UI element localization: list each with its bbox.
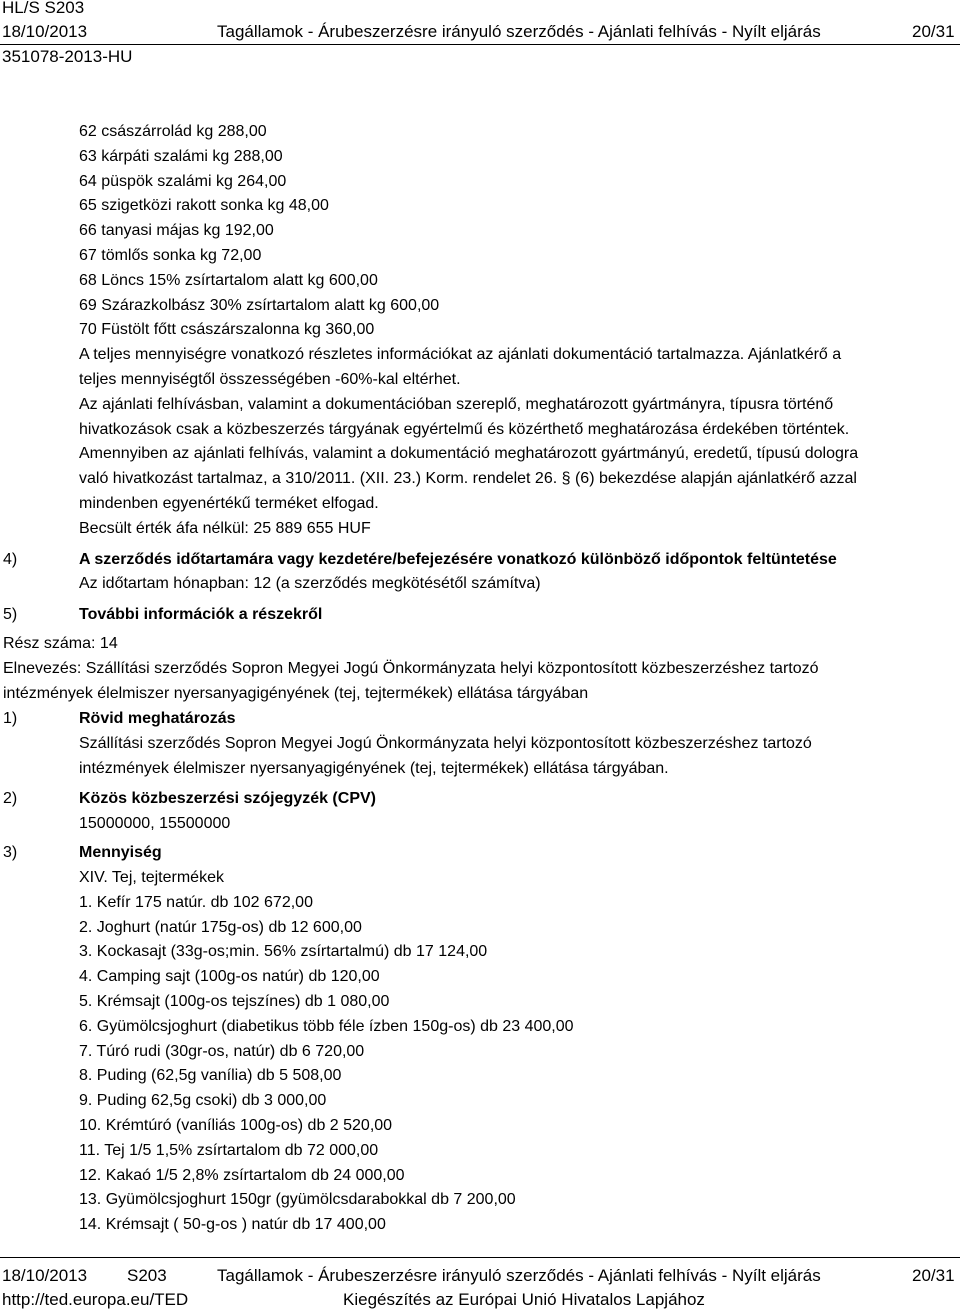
- top-items-block: [79, 120, 949, 542]
- list-item: 66 tanyasi májas kg 192,00: [79, 222, 274, 240]
- paragraph-line: Az ajánlati felhívásban, valamint a dokumentációban szereplő, meghatározott gyártmányra, típusra történő: [79, 395, 834, 413]
- quantity-list: [79, 866, 949, 1238]
- list-item: 2. Joghurt (natúr 175g-os) db 12 600,00: [79, 918, 362, 936]
- paragraph-line: A teljes mennyiségre vonatkozó részletes információkat az ajánlati dokumentáció tartalmazza. Ajánlatkérő a: [79, 346, 842, 364]
- list-item: 4. Camping sajt (100g-os natúr) db 120,00: [79, 968, 380, 986]
- sub3-title: Mennyiség: [79, 844, 162, 861]
- cpv-codes: 15000000, 15500000: [79, 815, 231, 832]
- footer-date: 18/10/2013: [2, 1266, 88, 1285]
- list-item: 65 szigetközi rakott sonka kg 48,00: [79, 197, 329, 215]
- list-item: 12. Kakaó 1/5 2,8% zsírtartalom db 24 000,00: [79, 1166, 405, 1184]
- part-name-line: intézmények élelmiszer nyersanyagigényének (tej, tejtermékek) ellátása tárgyában: [3, 685, 589, 702]
- list-item: 67 tömlős sonka kg 72,00: [79, 246, 262, 264]
- section5-title: További információk a részekről: [79, 606, 323, 623]
- header-ref: 351078-2013-HU: [2, 47, 133, 66]
- sub1-text-line: Szállítási szerződés Sopron Megyei Jogú Önkormányzata helyi központosított közbeszerzéshez tartozó: [79, 735, 812, 752]
- section4-text: Az időtartam hónapban: 12 (a szerződés megkötésétől számítva): [79, 575, 541, 592]
- list-item: 3. Kockasajt (33g-os;min. 56% zsírtartalmú) db 17 124,00: [79, 943, 488, 961]
- doc-id: HL/S S203: [2, 0, 85, 17]
- list-item: 70 Füstölt főtt császárszalonna kg 360,00: [79, 321, 375, 339]
- header-page: 20/31: [912, 22, 955, 41]
- list-item: 64 püspök szalámi kg 264,00: [79, 172, 287, 190]
- list-item: 68 Löncs 15% zsírtartalom alatt kg 600,00: [79, 271, 378, 289]
- list-item: 8. Puding (62,5g vanília) db 5 508,00: [79, 1067, 342, 1085]
- list-item: 62 császárrolád kg 288,00: [79, 123, 267, 140]
- paragraph-line: való hivatkozást tartalmaz, a 310/2011. (XII. 23.) Korm. rendelet 26. § (6) bekezdése alapján ajánlatkérő azzal: [79, 470, 857, 488]
- sub1-title: Rövid meghatározás: [79, 710, 236, 727]
- paragraph-line: Amennyiben az ajánlati felhívás, valamint a dokumentáció meghatározott gyártmányú, eredetű, típusú dologra: [79, 445, 859, 463]
- section4-number: 4): [3, 551, 18, 568]
- sub2-number: 2): [3, 790, 18, 807]
- footer-publisher: Kiegészítés az Európai Unió Hivatalos Lapjához: [343, 1290, 705, 1309]
- paragraph-line: hivatkozások csak a közbeszerzés tárgyának egyértelmű és közérthető meghatározása érdekében történtek.: [79, 420, 850, 438]
- footer-url-link[interactable]: http://ted.europa.eu/TED: [2, 1290, 189, 1309]
- list-item: 10. Krémtúró (vaníliás 100g-os) db 2 520,00: [79, 1116, 393, 1134]
- estimated-value: Becsült érték áfa nélkül: 25 889 655 HUF: [79, 519, 371, 537]
- part-name-line: Elnevezés: Szállítási szerződés Sopron Megyei Jogú Önkormányzata helyi központosított közbeszerzéshez tartozó: [3, 660, 819, 677]
- quantity-subtitle: XIV. Tej, tejtermékek: [79, 869, 224, 886]
- list-item: 63 kárpáti szalámi kg 288,00: [79, 147, 283, 165]
- list-item: 1. Kefír 175 natúr. db 102 672,00: [79, 893, 313, 911]
- section5-number: 5): [3, 606, 18, 623]
- list-item: 14. Krémsajt ( 50-g-os ) natúr db 17 400,00: [79, 1216, 386, 1234]
- header-date: 18/10/2013: [2, 22, 88, 41]
- list-item: 11. Tej 1/5 1,5% zsírtartalom db 72 000,00: [79, 1141, 379, 1159]
- sub3-number: 3): [3, 844, 18, 861]
- sub2-title: Közös közbeszerzési szójegyzék (CPV): [79, 790, 376, 807]
- sub1-number: 1): [3, 710, 18, 727]
- footer-divider: [0, 1257, 960, 1258]
- list-item: 5. Krémsajt (100g-os tejszínes) db 1 080,00: [79, 992, 390, 1010]
- footer-page: 20/31: [912, 1266, 955, 1285]
- list-item: 6. Gyümölcsjoghurt (diabetikus több féle ízben 150g-os) db 23 400,00: [79, 1017, 574, 1035]
- header-title: Tagállamok - Árubeszerzésre irányuló szerződés - Ajánlati felhívás - Nyílt eljárás: [217, 22, 821, 41]
- paragraph-line: teljes mennyiségtől összességében -60%-kal eltérhet.: [79, 370, 461, 388]
- part-number: Rész száma: 14: [3, 635, 118, 652]
- section4-title: A szerződés időtartamára vagy kezdetére/befejezésére vonatkozó különböző időpontok feltüntetése: [79, 551, 837, 568]
- list-item: 69 Szárazkolbász 30% zsírtartalom alatt kg 600,00: [79, 296, 440, 314]
- list-item: 9. Puding 62,5g csoki) db 3 000,00: [79, 1092, 327, 1110]
- list-item: 7. Túró rudi (30gr-os, natúr) db 6 720,00: [79, 1042, 365, 1060]
- list-item: 13. Gyümölcsjoghurt 150gr (gyümölcsdarabokkal db 7 200,00: [79, 1191, 516, 1209]
- header-divider: [0, 44, 960, 45]
- footer-title: Tagállamok - Árubeszerzésre irányuló szerződés - Ajánlati felhívás - Nyílt eljárás: [217, 1266, 821, 1285]
- footer-series: S203: [127, 1266, 167, 1285]
- paragraph-line: mindenben egyenértékű terméket elfogad.: [79, 494, 379, 512]
- sub1-text-line: intézmények élelmiszer nyersanyagigényének (tej, tejtermékek) ellátása tárgyában.: [79, 760, 669, 777]
